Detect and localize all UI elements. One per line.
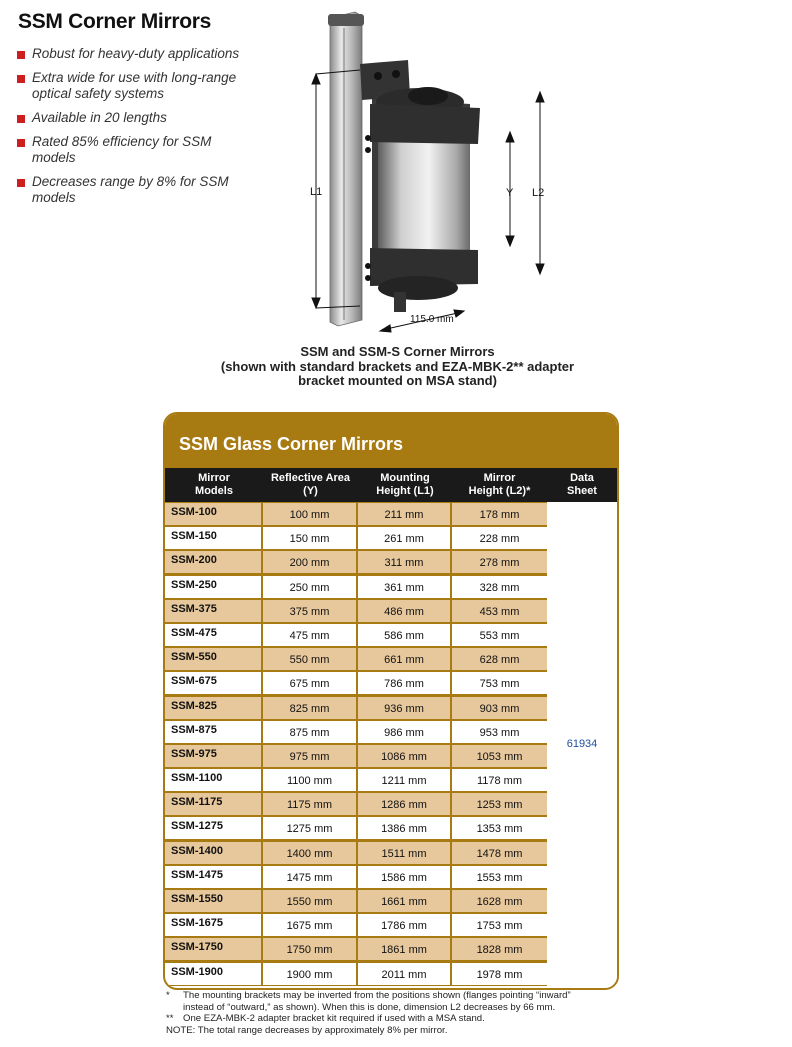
- cell-mounting-height: 1086 mm: [358, 745, 450, 767]
- feature-item: [16, 174, 256, 206]
- table-body: [165, 502, 547, 986]
- footnotes: [166, 990, 626, 1036]
- table-row: [165, 816, 547, 840]
- cell-model: SSM-1175: [165, 793, 261, 815]
- table-row: [165, 841, 547, 865]
- cell-mounting-height: 661 mm: [358, 648, 450, 670]
- cell-reflective-area: 1675 mm: [263, 914, 356, 936]
- cell-mirror-height: 553 mm: [452, 624, 547, 646]
- dimension-label-y: Y: [506, 187, 514, 199]
- cell-mounting-height: 2011 mm: [358, 963, 450, 985]
- cell-model: SSM-875: [165, 721, 261, 743]
- table-row: [165, 913, 547, 937]
- cell-mirror-height: 328 mm: [452, 576, 547, 598]
- cell-mirror-height: 1753 mm: [452, 914, 547, 936]
- cell-mounting-height: 361 mm: [358, 576, 450, 598]
- cell-model: SSM-1275: [165, 817, 261, 839]
- cell-mirror-height: 453 mm: [452, 600, 547, 622]
- cell-reflective-area: 1175 mm: [263, 793, 356, 815]
- dimension-label-l1: L1: [310, 186, 323, 198]
- cell-model: SSM-250: [165, 576, 261, 598]
- table-header-row: [165, 468, 617, 502]
- figure-caption: [200, 345, 595, 389]
- page-title: SSM Corner Mirrors: [18, 10, 211, 33]
- table-row: [165, 792, 547, 816]
- footnote-note: NOTE: The total range decreases by approximately 8% per mirror.: [166, 1024, 448, 1036]
- cell-mirror-height: 278 mm: [452, 551, 547, 573]
- cell-reflective-area: 825 mm: [263, 697, 356, 719]
- dimension-label-l2: L2: [532, 187, 545, 199]
- bullet-square-icon: [17, 139, 25, 147]
- feature-item: [16, 134, 256, 166]
- cell-model: SSM-1100: [165, 769, 261, 791]
- cell-mounting-height: 1861 mm: [358, 938, 450, 960]
- cell-mounting-height: 1386 mm: [358, 817, 450, 839]
- mirror-spec-table: [163, 412, 619, 990]
- cell-model: SSM-1550: [165, 890, 261, 912]
- header-reflective-area: Reflective Area (Y): [270, 472, 351, 497]
- mirror-body: [360, 60, 480, 312]
- feature-item: [16, 110, 256, 126]
- cell-mirror-height: 628 mm: [452, 648, 547, 670]
- table-row: [165, 937, 547, 961]
- cell-model: SSM-100: [165, 503, 261, 525]
- feature-text: Extra wide for use with long-range optical safety systems: [32, 70, 237, 101]
- table-row: [165, 744, 547, 768]
- header-mirror-models: Mirror Models: [195, 472, 233, 497]
- table-row: [165, 623, 547, 647]
- table-row: [165, 502, 547, 526]
- cell-reflective-area: 975 mm: [263, 745, 356, 767]
- bullet-square-icon: [17, 51, 25, 59]
- cell-mirror-height: 1353 mm: [452, 817, 547, 839]
- cell-model: SSM-1400: [165, 842, 261, 864]
- cell-reflective-area: 1550 mm: [263, 890, 356, 912]
- cell-reflective-area: 675 mm: [263, 672, 356, 694]
- stand-post: [328, 12, 364, 326]
- cell-reflective-area: 875 mm: [263, 721, 356, 743]
- feature-text: Robust for heavy-duty applications: [32, 46, 240, 61]
- cell-model: SSM-1900: [165, 963, 261, 985]
- cell-mirror-height: 1553 mm: [452, 866, 547, 888]
- cell-reflective-area: 150 mm: [263, 527, 356, 549]
- data-sheet-cell: [547, 502, 617, 988]
- table-row: [165, 720, 547, 744]
- cell-mounting-height: 586 mm: [358, 624, 450, 646]
- cell-mounting-height: 1586 mm: [358, 866, 450, 888]
- cell-mounting-height: 1511 mm: [358, 842, 450, 864]
- footnote-mark: **: [166, 1013, 174, 1024]
- cell-reflective-area: 100 mm: [263, 503, 356, 525]
- cell-model: SSM-675: [165, 672, 261, 694]
- cell-reflective-area: 550 mm: [263, 648, 356, 670]
- cell-model: SSM-475: [165, 624, 261, 646]
- cell-reflective-area: 1750 mm: [263, 938, 356, 960]
- cell-model: SSM-975: [165, 745, 261, 767]
- cell-mirror-height: 903 mm: [452, 697, 547, 719]
- cell-mounting-height: 486 mm: [358, 600, 450, 622]
- cell-mounting-height: 261 mm: [358, 527, 450, 549]
- caption-line: SSM and SSM-S Corner Mirrors: [300, 344, 495, 359]
- table-row: [165, 889, 547, 913]
- header-data-sheet: Data Sheet: [567, 472, 597, 497]
- cell-mirror-height: 953 mm: [452, 721, 547, 743]
- table-row: [165, 526, 547, 550]
- cell-mounting-height: 311 mm: [358, 551, 450, 573]
- cell-reflective-area: 250 mm: [263, 576, 356, 598]
- cell-model: SSM-1675: [165, 914, 261, 936]
- cell-model: SSM-200: [165, 551, 261, 573]
- table-row: [165, 575, 547, 599]
- cell-model: SSM-375: [165, 600, 261, 622]
- cell-mounting-height: 986 mm: [358, 721, 450, 743]
- cell-mounting-height: 1211 mm: [358, 769, 450, 791]
- cell-mirror-height: 228 mm: [452, 527, 547, 549]
- cell-reflective-area: 200 mm: [263, 551, 356, 573]
- cell-reflective-area: 1275 mm: [263, 817, 356, 839]
- table-title-band: [165, 414, 617, 468]
- cell-reflective-area: 1900 mm: [263, 963, 356, 985]
- header-mirror-height: Mirror Height (L2)*: [468, 472, 531, 497]
- cell-mirror-height: 178 mm: [452, 503, 547, 525]
- cell-reflective-area: 375 mm: [263, 600, 356, 622]
- data-sheet-link[interactable]: 61934: [566, 738, 598, 750]
- cell-mirror-height: 1628 mm: [452, 890, 547, 912]
- footnote-text: The mounting brackets may be inverted from the positions shown (flanges pointing “inward”: [183, 990, 571, 1001]
- cell-mirror-height: 1178 mm: [452, 769, 547, 791]
- footnote-text: One EZA-MBK-2 adapter bracket kit required if used with a MSA stand.: [183, 1013, 485, 1024]
- cell-reflective-area: 1400 mm: [263, 842, 356, 864]
- table-row: [165, 768, 547, 792]
- table-row: [165, 647, 547, 671]
- bullet-square-icon: [17, 75, 25, 83]
- cell-reflective-area: 475 mm: [263, 624, 356, 646]
- table-row: [165, 865, 547, 889]
- cell-mirror-height: 753 mm: [452, 672, 547, 694]
- cell-mounting-height: 1661 mm: [358, 890, 450, 912]
- feature-item: [16, 70, 256, 102]
- cell-model: SSM-150: [165, 527, 261, 549]
- feature-item: [16, 46, 256, 62]
- cell-mirror-height: 1478 mm: [452, 842, 547, 864]
- dimension-label-width: 115.0 mm: [410, 314, 454, 325]
- caption-line: bracket mounted on MSA stand): [298, 373, 497, 388]
- cell-mirror-height: 1978 mm: [452, 963, 547, 985]
- table-row: [165, 671, 547, 695]
- feature-text: Rated 85% efficiency for SSM models: [32, 134, 212, 165]
- feature-list: [16, 46, 256, 214]
- cell-mounting-height: 936 mm: [358, 697, 450, 719]
- table-title: SSM Glass Corner Mirrors: [179, 434, 404, 454]
- footnote-1: [166, 990, 626, 1013]
- cell-reflective-area: 1100 mm: [263, 769, 356, 791]
- table-row: [165, 696, 547, 720]
- cell-mirror-height: 1253 mm: [452, 793, 547, 815]
- footnote-text: instead of “outward,” as shown). When this is done, dimension L2 decreases by 66 mm.: [183, 1001, 556, 1013]
- cell-mounting-height: 1286 mm: [358, 793, 450, 815]
- cell-model: SSM-550: [165, 648, 261, 670]
- corner-mirror-illustration: [300, 8, 560, 338]
- cell-reflective-area: 1475 mm: [263, 866, 356, 888]
- table-row: [165, 550, 547, 574]
- cell-mounting-height: 211 mm: [358, 503, 450, 525]
- header-mounting-height: Mounting Height (L1): [376, 472, 434, 497]
- caption-line: (shown with standard brackets and EZA-MBK-2** adapter: [220, 358, 575, 374]
- table-row: [165, 599, 547, 623]
- cell-mirror-height: 1828 mm: [452, 938, 547, 960]
- table-row: [165, 962, 547, 986]
- cell-mounting-height: 786 mm: [358, 672, 450, 694]
- footnote-mark: *: [166, 990, 170, 1001]
- cell-model: SSM-825: [165, 697, 261, 719]
- cell-mirror-height: 1053 mm: [452, 745, 547, 767]
- bullet-square-icon: [17, 179, 25, 187]
- feature-text: Decreases range by 8% for SSM models: [32, 174, 229, 205]
- footnote-2: [166, 1013, 626, 1025]
- cell-model: SSM-1750: [165, 938, 261, 960]
- cell-mounting-height: 1786 mm: [358, 914, 450, 936]
- cell-model: SSM-1475: [165, 866, 261, 888]
- feature-text: Available in 20 lengths: [32, 110, 167, 125]
- bullet-square-icon: [17, 115, 25, 123]
